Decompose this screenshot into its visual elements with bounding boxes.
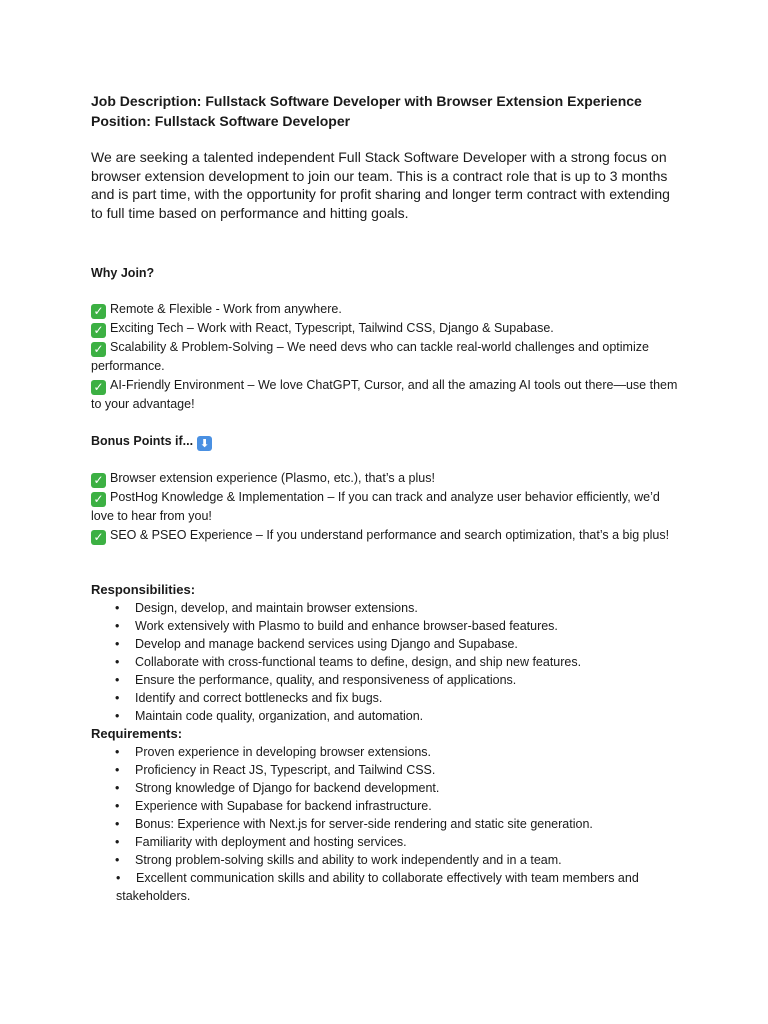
why-join-list	[91, 300, 683, 414]
list-item: • Maintain code quality, organization, and automation.	[115, 709, 424, 723]
bullet-icon: •	[115, 601, 120, 615]
bullet-icon: •	[115, 709, 120, 723]
bullet-icon: •	[115, 817, 120, 831]
bullet-icon: •	[115, 781, 120, 795]
list-item: • Strong problem-solving skills and ability to work independently and in a team.	[115, 853, 562, 867]
bullet-icon: •	[115, 799, 120, 813]
bullet-icon: •	[115, 745, 120, 759]
document-title: Job Description: Fullstack Software Developer with Browser Extension Experience	[91, 93, 642, 109]
bullet-icon: •	[115, 691, 120, 705]
check-mark-icon: ✓	[91, 342, 106, 357]
bullet-icon: •	[115, 853, 120, 867]
down-arrow-icon: ⬇	[197, 436, 212, 451]
requirements-list	[91, 743, 666, 905]
requirements-heading: Requirements:	[91, 726, 183, 741]
intro-paragraph: We are seeking a talented independent Full Stack Software Developer with a strong focus on browser extension development to join our team. This is a contract role that is up to 3 months and is part time, with the opportunity for profit sharing and longer term contract with extending to full time based on performance and hitting goals.	[91, 149, 670, 221]
check-mark-icon: ✓	[91, 323, 106, 338]
list-item: • Excellent communication skills and ability to collaborate effectively with team members and stakeholders.	[116, 871, 639, 903]
list-item: • Strong knowledge of Django for backend development.	[115, 781, 440, 795]
bullet-icon: •	[115, 655, 120, 669]
responsibilities-heading: Responsibilities:	[91, 582, 196, 597]
check-mark-icon: ✓	[91, 530, 106, 545]
list-item: ✓ SEO & PSEO Experience – If you understand performance and search optimization, that’s a big plus!	[91, 526, 683, 545]
check-mark-icon: ✓	[91, 492, 106, 507]
list-item: • Identify and correct bottlenecks and fix bugs.	[115, 691, 383, 705]
list-item: • Proficiency in React JS, Typescript, and Tailwind CSS.	[115, 763, 436, 777]
list-item: • Develop and manage backend services using Django and Supabase.	[115, 637, 518, 651]
list-item: • Ensure the performance, quality, and responsiveness of applications.	[115, 673, 517, 687]
list-item: ✓ PostHog Knowledge & Implementation – If you can track and analyze user behavior efficiently, we’d love to hear from you!	[91, 490, 660, 523]
why-join-heading: Why Join?	[91, 266, 155, 280]
bullet-icon: •	[115, 835, 120, 849]
bullet-icon: •	[115, 673, 120, 687]
check-mark-icon: ✓	[91, 380, 106, 395]
bullet-icon: •	[116, 871, 121, 885]
list-item: ✓ Exciting Tech – Work with React, Typescript, Tailwind CSS, Django & Supabase.	[91, 319, 683, 338]
check-mark-icon: ✓	[91, 473, 106, 488]
bullet-icon: •	[115, 637, 120, 651]
position-subtitle: Position: Fullstack Software Developer	[91, 113, 351, 129]
list-item: • Design, develop, and maintain browser extensions.	[115, 601, 418, 615]
list-item: ✓ Scalability & Problem-Solving – We need devs who can tackle real-world challenges and optimize performance.	[91, 340, 649, 373]
list-item: ✓ AI-Friendly Environment – We love ChatGPT, Cursor, and all the amazing AI tools out there—use them to your advantage!	[91, 378, 678, 411]
list-item: • Proven experience in developing browser extensions.	[115, 745, 432, 759]
check-mark-icon: ✓	[91, 304, 106, 319]
bullet-icon: •	[115, 619, 120, 633]
list-item: ✓ Remote & Flexible - Work from anywhere.	[91, 300, 683, 319]
list-item: ✓ Browser extension experience (Plasmo, etc.), that’s a plus!	[91, 469, 683, 488]
list-item: • Bonus: Experience with Next.js for server-side rendering and static site generation.	[115, 817, 593, 831]
list-item: • Collaborate with cross-functional teams to define, design, and ship new features.	[115, 655, 582, 669]
bonus-points-heading: Bonus Points if... ⬇	[91, 432, 688, 451]
list-item: • Work extensively with Plasmo to build and enhance browser-based features.	[115, 619, 558, 633]
bonus-points-list	[91, 469, 683, 545]
list-item: • Familiarity with deployment and hosting services.	[115, 835, 407, 849]
bullet-icon: •	[115, 763, 120, 777]
responsibilities-list	[91, 599, 666, 725]
list-item: • Experience with Supabase for backend infrastructure.	[115, 799, 432, 813]
